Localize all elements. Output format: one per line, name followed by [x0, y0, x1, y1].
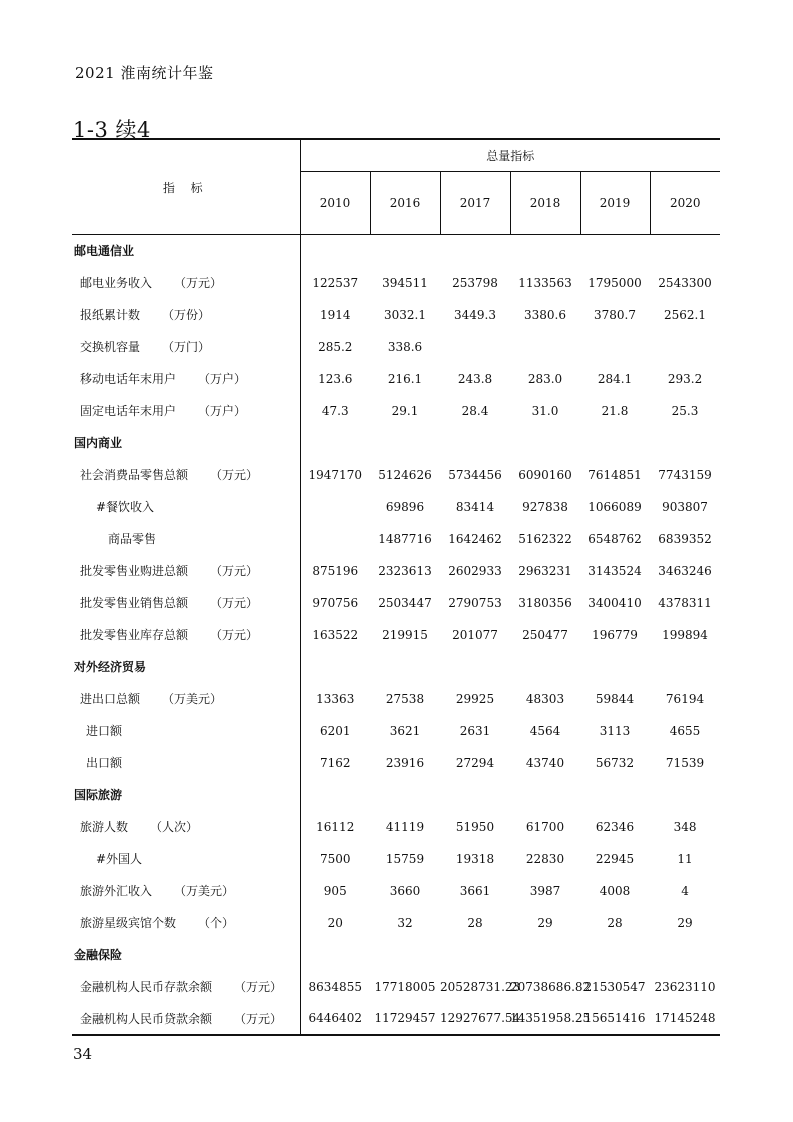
value-cell	[370, 779, 440, 811]
running-head: 2021 淮南统计年鉴	[75, 64, 214, 82]
row-label: 旅游人数	[80, 820, 129, 834]
value-cell	[440, 427, 510, 459]
value-cell: 22830	[525, 851, 565, 866]
value-cell: 3449.3	[454, 307, 496, 322]
row-label-cell	[72, 395, 300, 427]
row-unit: （万元）	[210, 628, 259, 642]
value-cell: 2631	[459, 723, 491, 738]
value-cell: 970756	[312, 595, 359, 610]
value-cell: 1795000	[588, 275, 642, 290]
value-cell	[440, 779, 510, 811]
row-label: 金融机构人民币贷款余额	[80, 1011, 213, 1026]
value-cell: 47.3	[321, 403, 349, 418]
value-cell: 59844	[595, 691, 635, 706]
value-cell: 31.0	[531, 403, 559, 418]
row-label: 金融保险	[74, 948, 123, 962]
value-cell: 11729457	[370, 1003, 440, 1035]
value-cell: 1066089	[588, 499, 642, 514]
value-cell: 16112	[316, 819, 355, 834]
value-cell: 903807	[662, 499, 708, 514]
row-label-cell	[72, 363, 300, 395]
value-cell: 28	[607, 915, 623, 930]
value-cell: 51950	[455, 819, 495, 834]
value-cell: 6201	[319, 723, 351, 738]
row-label-cell	[72, 651, 300, 683]
year-header: 2017	[440, 172, 510, 235]
value-cell: 6090160	[518, 467, 572, 482]
row-unit: （万元）	[234, 980, 283, 994]
statistics-table	[72, 138, 720, 1036]
value-cell: 7500	[319, 851, 351, 866]
row-label-cell	[72, 747, 300, 779]
value-cell: 122537	[312, 275, 359, 290]
value-cell	[440, 331, 510, 363]
value-cell: 20	[327, 915, 343, 930]
row-unit: （万元）	[174, 276, 223, 290]
table-row	[72, 363, 720, 395]
value-cell: 17145248	[650, 1003, 720, 1035]
value-cell: 1642462	[448, 531, 502, 546]
value-cell: 3400410	[588, 595, 642, 610]
row-unit: （万元）	[210, 468, 259, 482]
year-header: 2019	[580, 172, 650, 235]
row-label: 对外经济贸易	[74, 660, 147, 674]
row-label: #餐饮收入	[96, 500, 155, 514]
section-row	[72, 235, 720, 267]
row-label-cell	[72, 907, 300, 939]
value-cell: 250477	[522, 627, 568, 642]
table-row	[72, 523, 720, 555]
value-cell	[510, 779, 580, 811]
value-cell: 4564	[529, 723, 561, 738]
value-cell	[510, 235, 580, 267]
value-cell: 927838	[522, 499, 568, 514]
row-unit: （万门）	[162, 340, 211, 354]
row-label: 交换机容量	[80, 340, 141, 354]
row-unit: （万元）	[234, 1011, 283, 1026]
table-row	[72, 267, 720, 299]
table-row	[72, 395, 720, 427]
value-cell: 5124626	[378, 467, 432, 482]
value-cell: 27294	[455, 755, 495, 770]
value-cell: 3032.1	[384, 307, 426, 322]
row-label-cell	[72, 491, 300, 523]
value-cell: 7614851	[588, 467, 642, 482]
table-row	[72, 811, 720, 843]
value-cell: 28.4	[461, 403, 489, 418]
value-cell: 2503447	[378, 595, 432, 610]
row-label: 旅游外汇收入	[80, 884, 153, 898]
value-cell	[300, 491, 370, 523]
row-label: #外国人	[96, 852, 143, 866]
row-label-cell	[72, 555, 300, 587]
value-cell: 11	[677, 851, 693, 866]
row-label: 固定电话年末用户	[80, 404, 177, 418]
value-cell: 196779	[592, 627, 638, 642]
row-label-cell	[72, 811, 300, 843]
value-cell: 199894	[662, 627, 708, 642]
row-label: 报纸累计数	[80, 308, 141, 322]
value-cell: 23623110	[654, 979, 716, 994]
value-cell	[370, 427, 440, 459]
row-label-cell	[72, 619, 300, 651]
value-cell: 394511	[382, 275, 428, 290]
value-cell: 3180356	[518, 595, 572, 610]
page-number: 34	[73, 1045, 93, 1063]
value-cell: 216.1	[387, 371, 423, 386]
value-cell	[580, 651, 650, 683]
value-cell: 29925	[455, 691, 495, 706]
table-row	[72, 491, 720, 523]
value-cell: 20738686.82	[510, 979, 591, 994]
table-row	[72, 1003, 720, 1035]
row-unit: （人次）	[150, 820, 199, 834]
section-row	[72, 779, 720, 811]
value-cell: 6446402	[300, 1003, 370, 1035]
value-cell	[300, 651, 370, 683]
value-cell: 2963231	[518, 563, 572, 578]
table-row	[72, 715, 720, 747]
value-cell: 3621	[389, 723, 421, 738]
value-cell: 15759	[385, 851, 425, 866]
value-cell	[580, 331, 650, 363]
value-cell: 22945	[595, 851, 635, 866]
value-cell: 15651416	[580, 1003, 650, 1035]
row-label: 进口额	[86, 724, 123, 738]
table-row	[72, 555, 720, 587]
table-title: 1-3 续4	[73, 118, 151, 142]
table-row	[72, 683, 720, 715]
row-label-cell	[72, 523, 300, 555]
value-cell	[300, 523, 370, 555]
value-cell: 20528731.23	[440, 979, 521, 994]
value-cell	[370, 235, 440, 267]
row-unit: （个）	[198, 916, 235, 930]
value-cell	[510, 651, 580, 683]
value-cell: 2562.1	[664, 307, 707, 322]
value-cell: 7743159	[658, 467, 712, 482]
value-cell: 3143524	[588, 563, 642, 578]
value-cell: 3987	[529, 883, 561, 898]
value-cell	[510, 939, 580, 971]
value-cell: 21530547	[584, 979, 646, 994]
value-cell: 201077	[452, 627, 498, 642]
value-cell: 13363	[316, 691, 355, 706]
value-cell: 3113	[599, 723, 631, 738]
value-cell: 3380.6	[524, 307, 566, 322]
value-cell	[650, 779, 720, 811]
value-cell: 25.3	[671, 403, 699, 418]
row-label-cell	[72, 267, 300, 299]
row-unit: （万份）	[162, 308, 211, 322]
year-header: 2010	[300, 172, 370, 235]
value-cell	[510, 427, 580, 459]
row-label: 批发零售业购进总额	[80, 564, 189, 578]
value-cell: 71539	[665, 755, 705, 770]
value-cell: 17718005	[374, 979, 436, 994]
value-cell: 6548762	[588, 531, 642, 546]
row-label-cell	[72, 1003, 300, 1035]
value-cell: 348	[673, 819, 697, 834]
value-cell: 283.0	[527, 371, 563, 386]
value-cell: 243.8	[457, 371, 493, 386]
value-cell: 4655	[669, 723, 701, 738]
value-cell	[440, 939, 510, 971]
row-label-cell	[72, 683, 300, 715]
row-unit: （万美元）	[174, 884, 235, 898]
value-cell: 1947170	[308, 467, 362, 482]
year-header: 2020	[650, 172, 720, 235]
value-cell: 32	[397, 915, 413, 930]
value-cell: 2543300	[658, 275, 712, 290]
value-cell: 43740	[525, 755, 565, 770]
section-row	[72, 651, 720, 683]
value-cell: 4	[681, 883, 689, 898]
value-cell	[650, 651, 720, 683]
row-label-cell	[72, 971, 300, 1003]
value-cell: 1133563	[518, 275, 572, 290]
value-cell	[300, 779, 370, 811]
indicator-column-header: 指 标	[72, 139, 300, 235]
year-header: 2018	[510, 172, 580, 235]
table-row	[72, 459, 720, 491]
value-cell: 219915	[382, 627, 428, 642]
row-label-cell	[72, 939, 300, 971]
value-cell: 285.2	[318, 339, 353, 354]
row-label-cell	[72, 427, 300, 459]
value-cell	[650, 331, 720, 363]
value-cell: 3660	[389, 883, 421, 898]
row-label: 社会消费品零售总额	[80, 468, 189, 482]
value-cell: 2602933	[448, 563, 502, 578]
value-cell	[300, 235, 370, 267]
value-cell: 12927677.54	[440, 1003, 510, 1035]
value-cell: 5162322	[518, 531, 572, 546]
value-cell: 62346	[595, 819, 635, 834]
value-cell	[440, 651, 510, 683]
value-cell: 123.6	[318, 371, 353, 386]
value-cell: 28	[467, 915, 483, 930]
table-row	[72, 747, 720, 779]
value-cell: 3463246	[658, 563, 712, 578]
value-cell: 29	[537, 915, 553, 930]
value-cell	[650, 427, 720, 459]
row-unit: （万元）	[210, 564, 259, 578]
value-cell: 4008	[599, 883, 631, 898]
row-label: 邮电通信业	[74, 244, 135, 259]
value-cell: 29	[677, 915, 693, 930]
row-unit: （万美元）	[162, 692, 223, 706]
value-cell: 7162	[319, 755, 351, 770]
value-cell	[580, 427, 650, 459]
row-label: 金融机构人民币存款余额	[80, 980, 213, 994]
row-unit: （万户）	[198, 404, 247, 418]
table-body	[72, 235, 720, 1035]
value-cell: 4378311	[658, 595, 712, 610]
value-cell	[510, 331, 580, 363]
value-cell: 8634855	[308, 979, 362, 994]
section-row	[72, 427, 720, 459]
value-cell: 163522	[312, 627, 359, 642]
value-cell: 1914	[319, 307, 351, 322]
table-row	[72, 299, 720, 331]
value-cell: 56732	[595, 755, 635, 770]
value-cell: 1487716	[378, 531, 432, 546]
value-cell	[370, 939, 440, 971]
value-cell: 905	[323, 883, 347, 898]
value-cell: 83414	[455, 499, 495, 514]
table-row	[72, 619, 720, 651]
value-cell	[580, 779, 650, 811]
row-label-cell	[72, 459, 300, 491]
value-cell: 3780.7	[594, 307, 636, 322]
value-cell: 23916	[385, 755, 425, 770]
row-label: 商品零售	[108, 532, 157, 546]
table-row	[72, 587, 720, 619]
value-cell: 21.8	[601, 403, 629, 418]
value-cell: 338.6	[387, 339, 423, 354]
table-row	[72, 971, 720, 1003]
total-indicator-group-header: 总量指标	[300, 139, 720, 172]
value-cell: 5734456	[448, 467, 502, 482]
row-unit: （万户）	[198, 372, 247, 386]
value-cell	[370, 651, 440, 683]
value-cell: 61700	[525, 819, 565, 834]
row-label-cell	[72, 715, 300, 747]
row-label: 旅游星级宾馆个数	[80, 916, 177, 930]
table-row	[72, 907, 720, 939]
row-label: 进出口总额	[80, 692, 141, 706]
row-label: 国际旅游	[74, 788, 123, 802]
value-cell	[300, 427, 370, 459]
value-cell: 19318	[455, 851, 495, 866]
value-cell: 29.1	[391, 403, 419, 418]
row-label: 批发零售业库存总额	[80, 628, 189, 642]
value-cell: 76194	[665, 691, 705, 706]
year-header: 2016	[370, 172, 440, 235]
value-cell	[580, 939, 650, 971]
section-row	[72, 939, 720, 971]
row-label: 出口额	[86, 756, 123, 770]
value-cell: 27538	[385, 691, 425, 706]
table-row	[72, 331, 720, 363]
value-cell: 69896	[385, 499, 425, 514]
value-cell: 6839352	[658, 531, 712, 546]
value-cell	[300, 939, 370, 971]
row-unit: （万元）	[210, 596, 259, 610]
value-cell: 284.1	[597, 371, 633, 386]
value-cell	[650, 235, 720, 267]
value-cell: 14351958.25	[510, 1003, 580, 1035]
value-cell: 253798	[452, 275, 498, 290]
row-label-cell	[72, 843, 300, 875]
value-cell: 2323613	[378, 563, 432, 578]
value-cell	[440, 235, 510, 267]
value-cell: 293.2	[667, 371, 703, 386]
row-label-cell	[72, 299, 300, 331]
table-row	[72, 843, 720, 875]
value-cell: 3661	[459, 883, 491, 898]
value-cell: 41119	[385, 819, 425, 834]
row-label: 国内商业	[74, 436, 123, 450]
table-row	[72, 875, 720, 907]
row-label-cell	[72, 779, 300, 811]
row-label: 邮电业务收入	[80, 276, 153, 290]
value-cell: 48303	[525, 691, 565, 706]
row-label-cell	[72, 331, 300, 363]
row-label-cell	[72, 235, 300, 267]
row-label-cell	[72, 875, 300, 907]
row-label-cell	[72, 587, 300, 619]
row-label: 移动电话年末用户	[80, 372, 177, 386]
row-label: 批发零售业销售总额	[80, 596, 189, 610]
value-cell	[580, 235, 650, 267]
value-cell: 2790753	[448, 595, 502, 610]
value-cell	[650, 939, 720, 971]
value-cell: 875196	[312, 563, 359, 578]
